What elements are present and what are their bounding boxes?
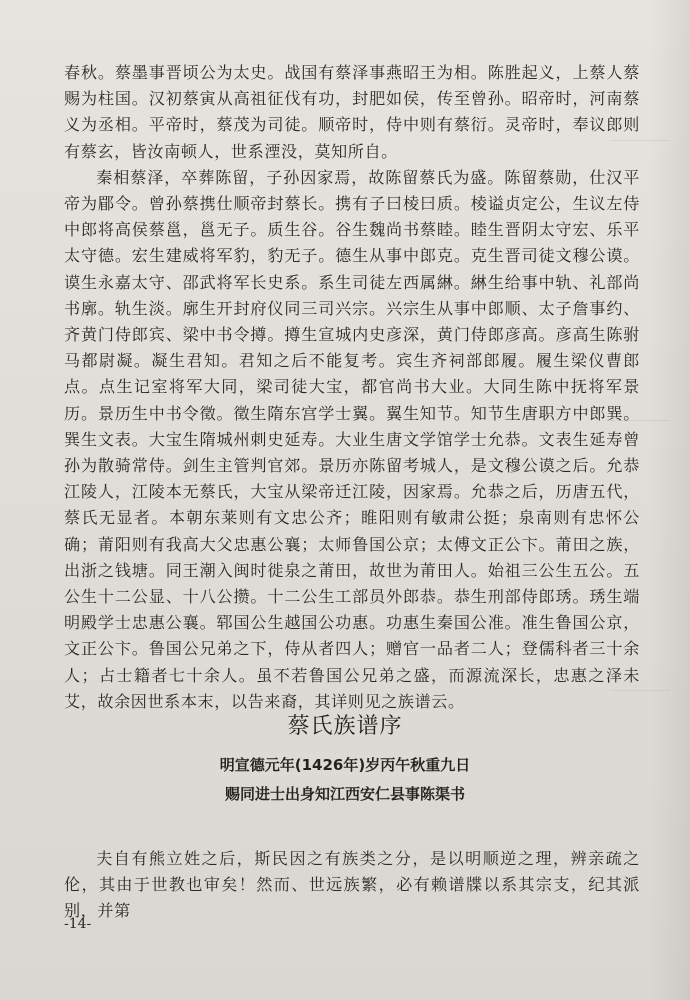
page-number: -14- (64, 916, 92, 932)
section-title: 蔡氏族谱序 (287, 714, 403, 739)
author-line: 赐同进士出身知江西安仁县事陈渠书 (224, 785, 465, 803)
page-edge-shadow (650, 0, 690, 1000)
preface-paragraph: 夫自有熊立姓之后，斯民因之有族类之分，是以明顺逆之理，辨亲疏之伦，其由于世教也审矣！然而、世远族繁，必有赖谱牒以系其宗支，纪其派别，并第 (64, 849, 640, 921)
paragraph-2: 秦相蔡泽，卒葬陈留，子孙因家焉，故陈留蔡氏为盛。陈留蔡勋，仕汉平帝为郿令。曾孙蔡携仕顺帝封蔡长。携有子曰棱曰质。棱谥贞定公，生议左侍中郎将高侯蔡邕，邕无子。质生谷。谷生魏尚书蔡睦。睦生晋阴太守宏、乐平太守德。宏生建威将军豹，豹无子。德生从事中郎克。克生晋司徒文穆公谟。谟生永嘉太守、邵武将军长史系。系生司徒左西属綝。綝生给事中轨、礼部尚书廓。轨生淡。廓生开封府仪同三司兴宗。兴宗生从事中郎顺、太子詹事约、齐黄门侍郎宾、梁中书令撙。撙生宣城内史彦深，黄门侍郎彦高。彦高生陈驸马都尉凝。凝生君知。君知之后不能复考。宾生齐祠部郎履。履生梁仪曹郎点。点生记室将军大同，梁司徒大宝，都官尚书大业。大同生陈中抚将军景历。景历生中书令徵。徵生隋东宫学士翼。翼生知节。知节生唐职方中郎巽。巽生文表。大宝生隋城州刺史延寿。大业生唐文学馆学士允恭。文表生延寿曾孙为散骑常侍。剑生主管判官郊。景历亦陈留考城人，是文穆公谟之后。允恭江陵人，江陵本无蔡氏，大宝从梁帝迁江陵，因家焉。允恭之后，历唐五代，蔡氏无显者。本朝东莱则有文忠公齐；睢阳则有敏肃公挺；泉南则有忠怀公确；莆阳则有我高大父忠惠公襄；太师鲁国公京；太傅文正公卞。莆田之族，出浙之钱塘。同王潮入闽时徙泉之莆田，故世为莆田人。始祖三公生五公。五公生十二公显、十八公攒。十二公生工部员外郎恭。恭生刑部侍郎琇。琇生端明殿学士忠惠公襄。郓国公生越国公功惠。功惠生秦国公准。准生鲁国公京，文正公卞。鲁国公兄弟之下，侍从者四人；赠官一品者二人；登儒科者三十余人；占士籍者七十余人。虽不若鲁国公兄弟之盛，而源流深长，忠惠之泽未艾，故余因世系本末，以告来裔，其详则见之族谱云。 (64, 167, 640, 711)
paragraph-1: 春秋。蔡墨事晋顷公为太史。战国有蔡泽事燕昭王为相。陈胜起义，上蔡人蔡赐为柱国。汉初蔡寅从高祖征伐有功，封肥如侯，传至曾孙。昭帝时，河南蔡义为丞相。平帝时，蔡茂为司徒。顺帝时，侍中则有蔡衍。灵帝时，奉议郎则有蔡玄，皆汝南顿人，世系湮没，莫知所自。 (64, 63, 640, 161)
main-text (64, 60, 640, 715)
date-line: 明宣德元年(1426年)岁丙午秋重九日 (219, 756, 471, 774)
preface-text (64, 846, 640, 925)
